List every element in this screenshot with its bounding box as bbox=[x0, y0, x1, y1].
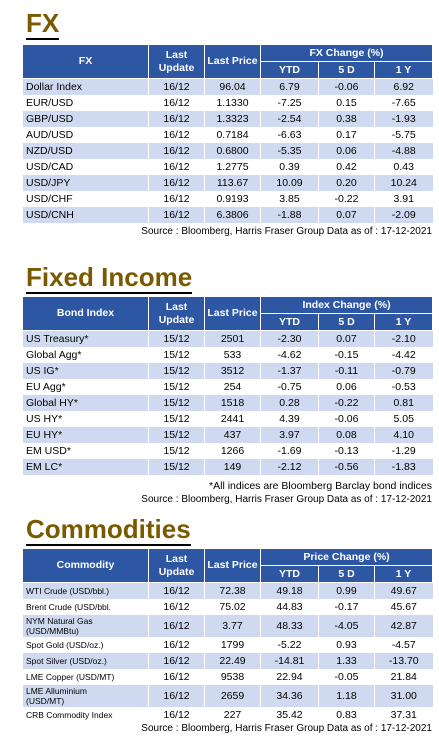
row-price-cell: 1.3323 bbox=[205, 111, 261, 127]
row-price-cell: 149 bbox=[205, 459, 261, 475]
row-ytd-cell: 22.94 bbox=[261, 669, 319, 685]
row-1y-cell: 21.84 bbox=[375, 669, 433, 685]
row-5d-cell: 0.99 bbox=[319, 583, 375, 600]
row-price-cell: 227 bbox=[205, 707, 261, 723]
commodities-table bbox=[22, 548, 433, 723]
row-name-cell: US Treasury* bbox=[23, 331, 149, 348]
row-5d-cell: 0.08 bbox=[319, 427, 375, 443]
row-ytd-cell: 34.36 bbox=[261, 685, 319, 707]
row-5d-cell: -0.56 bbox=[319, 459, 375, 475]
fi-header-update: Last Update bbox=[149, 297, 205, 331]
row-ytd-cell: -5.35 bbox=[261, 143, 319, 159]
table-row bbox=[23, 111, 433, 127]
row-ytd-cell: -6.63 bbox=[261, 127, 319, 143]
cm-header-name: Commodity bbox=[23, 549, 149, 583]
row-ytd-cell: -2.54 bbox=[261, 111, 319, 127]
row-1y-cell: 0.43 bbox=[375, 159, 433, 175]
row-ytd-cell: -1.37 bbox=[261, 363, 319, 379]
row-price-cell: 437 bbox=[205, 427, 261, 443]
row-name-cell: LME Copper (USD/MT) bbox=[23, 669, 149, 685]
row-ytd-cell: 44.83 bbox=[261, 599, 319, 615]
row-5d-cell: 0.93 bbox=[319, 637, 375, 653]
row-update-cell: 16/12 bbox=[149, 111, 205, 127]
row-5d-cell: 0.06 bbox=[319, 379, 375, 395]
row-1y-cell: 6.92 bbox=[375, 79, 433, 96]
row-name-cell: Global HY* bbox=[23, 395, 149, 411]
row-1y-cell: -13.70 bbox=[375, 653, 433, 669]
fx-header-change: FX Change (%) bbox=[261, 45, 433, 62]
row-5d-cell: 0.06 bbox=[319, 143, 375, 159]
row-name-cell: USD/CAD bbox=[23, 159, 149, 175]
row-name-cell: NYM Natural Gas (USD/MMBtu) bbox=[23, 615, 149, 637]
row-update-cell: 15/12 bbox=[149, 443, 205, 459]
row-price-cell: 1266 bbox=[205, 443, 261, 459]
table-row bbox=[23, 411, 433, 427]
table-row bbox=[23, 379, 433, 395]
row-name-cell: LME Alluminium (USD/MT) bbox=[23, 685, 149, 707]
row-1y-cell: 37.31 bbox=[375, 707, 433, 723]
commodities-source: Source : Bloomberg, Harris Fraser Group Data as of : 17-12-2021 bbox=[141, 723, 432, 734]
row-update-cell: 15/12 bbox=[149, 395, 205, 411]
row-name-cell: Spot Gold (USD/oz.) bbox=[23, 637, 149, 653]
row-5d-cell: 0.07 bbox=[319, 207, 375, 223]
row-price-cell: 96.04 bbox=[205, 79, 261, 96]
table-row bbox=[23, 159, 433, 175]
table-row bbox=[23, 707, 433, 723]
fx-header-5d: 5 D bbox=[319, 62, 375, 79]
fi-header-price: Last Price bbox=[205, 297, 261, 331]
row-update-cell: 16/12 bbox=[149, 583, 205, 600]
fx-header-name: FX bbox=[23, 45, 149, 79]
row-ytd-cell: 4.39 bbox=[261, 411, 319, 427]
fixed-income-table bbox=[22, 296, 433, 475]
row-ytd-cell: -2.30 bbox=[261, 331, 319, 348]
row-5d-cell: -0.22 bbox=[319, 191, 375, 207]
row-ytd-cell: 0.39 bbox=[261, 159, 319, 175]
table-row bbox=[23, 175, 433, 191]
row-ytd-cell: -1.88 bbox=[261, 207, 319, 223]
row-name-cell: USD/JPY bbox=[23, 175, 149, 191]
row-ytd-cell: 35.42 bbox=[261, 707, 319, 723]
row-ytd-cell: -4.62 bbox=[261, 347, 319, 363]
row-name-cell: GBP/USD bbox=[23, 111, 149, 127]
row-5d-cell: 0.15 bbox=[319, 95, 375, 111]
row-update-cell: 16/12 bbox=[149, 95, 205, 111]
row-ytd-cell: 3.97 bbox=[261, 427, 319, 443]
row-name-cell: EU HY* bbox=[23, 427, 149, 443]
fx-section bbox=[22, 44, 432, 237]
row-update-cell: 16/12 bbox=[149, 159, 205, 175]
row-update-cell: 15/12 bbox=[149, 331, 205, 348]
fi-header-1y: 1 Y bbox=[375, 314, 433, 331]
fx-header-ytd: YTD bbox=[261, 62, 319, 79]
row-5d-cell: 0.07 bbox=[319, 331, 375, 348]
row-name-cell: EM LC* bbox=[23, 459, 149, 475]
row-1y-cell: 10.24 bbox=[375, 175, 433, 191]
row-name-cell: Global Agg* bbox=[23, 347, 149, 363]
row-1y-cell: -1.29 bbox=[375, 443, 433, 459]
row-1y-cell: 42.87 bbox=[375, 615, 433, 637]
row-price-cell: 1.2775 bbox=[205, 159, 261, 175]
row-update-cell: 16/12 bbox=[149, 669, 205, 685]
row-price-cell: 3512 bbox=[205, 363, 261, 379]
row-name-cell: Spot Silver (USD/oz.) bbox=[23, 653, 149, 669]
table-row bbox=[23, 191, 433, 207]
row-update-cell: 15/12 bbox=[149, 411, 205, 427]
row-name-cell: Brent Crude (USD/bbl. bbox=[23, 599, 149, 615]
row-name-cell: US HY* bbox=[23, 411, 149, 427]
row-1y-cell: -1.93 bbox=[375, 111, 433, 127]
commodities-table-body bbox=[23, 583, 433, 724]
row-update-cell: 16/12 bbox=[149, 637, 205, 653]
cm-header-ytd: YTD bbox=[261, 566, 319, 583]
row-price-cell: 6.3806 bbox=[205, 207, 261, 223]
row-ytd-cell: 6.79 bbox=[261, 79, 319, 96]
row-price-cell: 2501 bbox=[205, 331, 261, 348]
row-5d-cell: 1.33 bbox=[319, 653, 375, 669]
table-row bbox=[23, 637, 433, 653]
row-price-cell: 533 bbox=[205, 347, 261, 363]
row-price-cell: 1799 bbox=[205, 637, 261, 653]
commodities-section-title: Commodities bbox=[26, 514, 191, 544]
row-update-cell: 15/12 bbox=[149, 379, 205, 395]
row-5d-cell: -0.13 bbox=[319, 443, 375, 459]
table-row bbox=[23, 669, 433, 685]
row-ytd-cell: -5.22 bbox=[261, 637, 319, 653]
row-1y-cell: -4.88 bbox=[375, 143, 433, 159]
fixed-income-note: *All indices are Bloomberg Barclay bond indices bbox=[209, 480, 432, 492]
row-ytd-cell: -7.25 bbox=[261, 95, 319, 111]
row-name-cell: EM USD* bbox=[23, 443, 149, 459]
fi-header-5d: 5 D bbox=[319, 314, 375, 331]
row-update-cell: 15/12 bbox=[149, 347, 205, 363]
fi-header-change: Index Change (%) bbox=[261, 297, 433, 314]
fixed-income-section bbox=[22, 296, 432, 505]
row-price-cell: 3.77 bbox=[205, 615, 261, 637]
fixed-income-section-title: Fixed Income bbox=[26, 262, 193, 292]
row-update-cell: 16/12 bbox=[149, 175, 205, 191]
row-5d-cell: 0.17 bbox=[319, 127, 375, 143]
cm-header-price: Last Price bbox=[205, 549, 261, 583]
fx-header-1y: 1 Y bbox=[375, 62, 433, 79]
row-update-cell: 16/12 bbox=[149, 707, 205, 723]
row-price-cell: 0.7184 bbox=[205, 127, 261, 143]
row-1y-cell: -0.79 bbox=[375, 363, 433, 379]
table-row bbox=[23, 95, 433, 111]
row-update-cell: 16/12 bbox=[149, 143, 205, 159]
row-update-cell: 16/12 bbox=[149, 191, 205, 207]
fx-header-update: Last Update bbox=[149, 45, 205, 79]
row-ytd-cell: 3.85 bbox=[261, 191, 319, 207]
row-5d-cell: 0.42 bbox=[319, 159, 375, 175]
row-1y-cell: 31.00 bbox=[375, 685, 433, 707]
cm-header-5d: 5 D bbox=[319, 566, 375, 583]
row-5d-cell: 0.20 bbox=[319, 175, 375, 191]
row-update-cell: 16/12 bbox=[149, 685, 205, 707]
row-price-cell: 0.6800 bbox=[205, 143, 261, 159]
row-name-cell: WTI Crude (USD/bbl.) bbox=[23, 583, 149, 600]
row-name-cell: USD/CHF bbox=[23, 191, 149, 207]
row-1y-cell: -0.53 bbox=[375, 379, 433, 395]
row-ytd-cell: 10.09 bbox=[261, 175, 319, 191]
row-5d-cell: -0.22 bbox=[319, 395, 375, 411]
row-1y-cell: -4.42 bbox=[375, 347, 433, 363]
row-price-cell: 72.38 bbox=[205, 583, 261, 600]
row-price-cell: 113.67 bbox=[205, 175, 261, 191]
row-price-cell: 2659 bbox=[205, 685, 261, 707]
row-update-cell: 16/12 bbox=[149, 599, 205, 615]
row-5d-cell: 1.18 bbox=[319, 685, 375, 707]
fi-header-ytd: YTD bbox=[261, 314, 319, 331]
table-row bbox=[23, 685, 433, 707]
fi-header-name: Bond Index bbox=[23, 297, 149, 331]
cm-header-1y: 1 Y bbox=[375, 566, 433, 583]
row-1y-cell: 3.91 bbox=[375, 191, 433, 207]
row-price-cell: 1.1330 bbox=[205, 95, 261, 111]
table-row bbox=[23, 143, 433, 159]
table-row bbox=[23, 459, 433, 475]
row-update-cell: 16/12 bbox=[149, 127, 205, 143]
row-update-cell: 16/12 bbox=[149, 653, 205, 669]
fx-table-body bbox=[23, 79, 433, 224]
table-row bbox=[23, 331, 433, 348]
row-name-cell: EU Agg* bbox=[23, 379, 149, 395]
row-1y-cell: -2.09 bbox=[375, 207, 433, 223]
table-row bbox=[23, 347, 433, 363]
table-row bbox=[23, 599, 433, 615]
fx-table bbox=[22, 44, 433, 223]
table-row bbox=[23, 583, 433, 600]
row-price-cell: 2441 bbox=[205, 411, 261, 427]
row-ytd-cell: -1.69 bbox=[261, 443, 319, 459]
row-price-cell: 254 bbox=[205, 379, 261, 395]
row-5d-cell: -4.05 bbox=[319, 615, 375, 637]
row-ytd-cell: 49.18 bbox=[261, 583, 319, 600]
row-1y-cell: -2.10 bbox=[375, 331, 433, 348]
row-5d-cell: -0.17 bbox=[319, 599, 375, 615]
fx-section-title: FX bbox=[26, 8, 60, 38]
row-5d-cell: 0.38 bbox=[319, 111, 375, 127]
row-1y-cell: -1.83 bbox=[375, 459, 433, 475]
row-ytd-cell: 0.28 bbox=[261, 395, 319, 411]
row-name-cell: NZD/USD bbox=[23, 143, 149, 159]
row-name-cell: CRB Commodity Index bbox=[23, 707, 149, 723]
row-price-cell: 22.49 bbox=[205, 653, 261, 669]
row-name-cell: Dollar Index bbox=[23, 79, 149, 96]
table-row bbox=[23, 79, 433, 96]
table-row bbox=[23, 653, 433, 669]
row-1y-cell: -4.57 bbox=[375, 637, 433, 653]
fixed-income-table-body bbox=[23, 331, 433, 476]
cm-header-update: Last Update bbox=[149, 549, 205, 583]
row-name-cell: EUR/USD bbox=[23, 95, 149, 111]
row-name-cell: US IG* bbox=[23, 363, 149, 379]
row-name-cell: USD/CNH bbox=[23, 207, 149, 223]
row-1y-cell: -7.65 bbox=[375, 95, 433, 111]
row-price-cell: 1518 bbox=[205, 395, 261, 411]
fx-source: Source : Bloomberg, Harris Fraser Group Data as of : 17-12-2021 bbox=[141, 226, 432, 237]
row-update-cell: 15/12 bbox=[149, 427, 205, 443]
row-name-cell: AUD/USD bbox=[23, 127, 149, 143]
row-1y-cell: -5.75 bbox=[375, 127, 433, 143]
row-ytd-cell: -2.12 bbox=[261, 459, 319, 475]
row-1y-cell: 45.67 bbox=[375, 599, 433, 615]
row-price-cell: 0.9193 bbox=[205, 191, 261, 207]
row-1y-cell: 49.67 bbox=[375, 583, 433, 600]
table-row bbox=[23, 443, 433, 459]
row-5d-cell: 0.83 bbox=[319, 707, 375, 723]
fixed-income-source: Source : Bloomberg, Harris Fraser Group Data as of : 17-12-2021 bbox=[141, 494, 432, 505]
table-row bbox=[23, 395, 433, 411]
table-row bbox=[23, 615, 433, 637]
row-5d-cell: -0.15 bbox=[319, 347, 375, 363]
row-5d-cell: -0.05 bbox=[319, 669, 375, 685]
row-ytd-cell: -14.81 bbox=[261, 653, 319, 669]
row-5d-cell: -0.11 bbox=[319, 363, 375, 379]
table-row bbox=[23, 427, 433, 443]
row-update-cell: 16/12 bbox=[149, 79, 205, 96]
cm-header-change: Price Change (%) bbox=[261, 549, 433, 566]
row-1y-cell: 0.81 bbox=[375, 395, 433, 411]
row-1y-cell: 5.05 bbox=[375, 411, 433, 427]
row-5d-cell: -0.06 bbox=[319, 79, 375, 96]
row-price-cell: 9538 bbox=[205, 669, 261, 685]
row-update-cell: 16/12 bbox=[149, 207, 205, 223]
table-row bbox=[23, 127, 433, 143]
row-update-cell: 15/12 bbox=[149, 459, 205, 475]
commodities-section bbox=[22, 548, 432, 734]
row-1y-cell: 4.10 bbox=[375, 427, 433, 443]
row-5d-cell: -0.06 bbox=[319, 411, 375, 427]
row-ytd-cell: -0.75 bbox=[261, 379, 319, 395]
table-row bbox=[23, 363, 433, 379]
row-update-cell: 15/12 bbox=[149, 363, 205, 379]
table-row bbox=[23, 207, 433, 223]
row-update-cell: 16/12 bbox=[149, 615, 205, 637]
fx-header-price: Last Price bbox=[205, 45, 261, 79]
row-price-cell: 75.02 bbox=[205, 599, 261, 615]
row-ytd-cell: 48.33 bbox=[261, 615, 319, 637]
